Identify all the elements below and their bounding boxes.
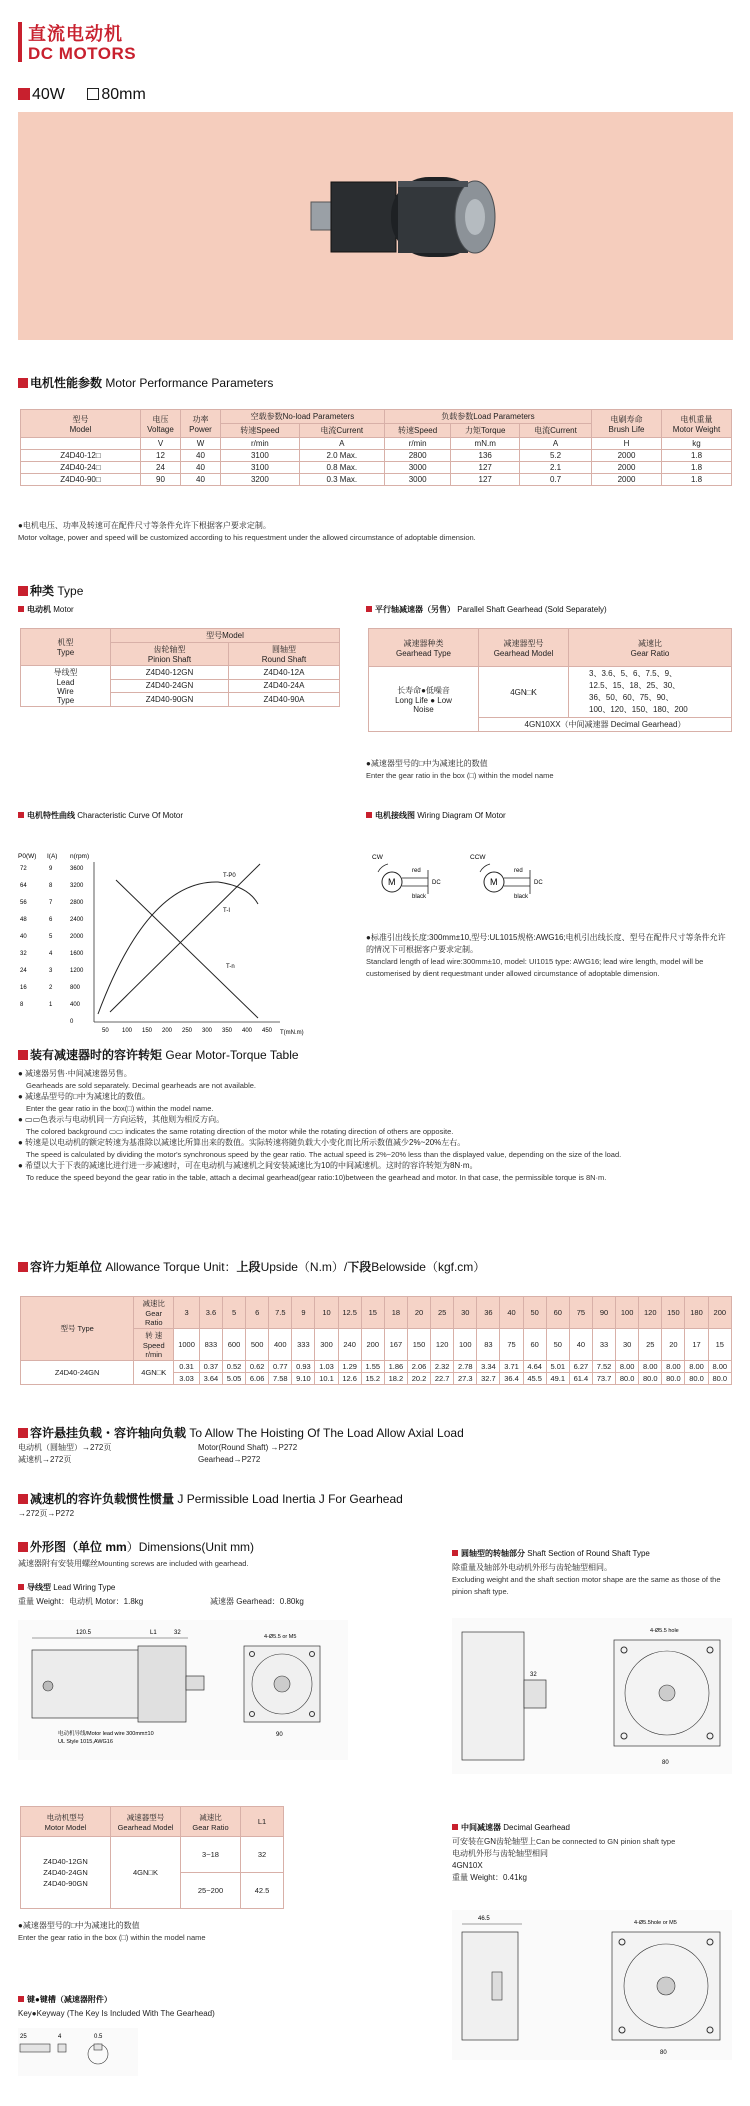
speed-cell: 17 xyxy=(685,1329,708,1361)
round-shaft-subheading: 圆轴型的转轴部分 Shaft Section of Round Shaft Type xyxy=(452,1548,650,1559)
dim-table-note: ●减速器型号的□中为减速比的数值 Enter the gear ratio in the box (□) within the model name xyxy=(18,1921,206,1942)
torque-kgfcm-cell: 12.6 xyxy=(338,1373,361,1385)
section-square-icon xyxy=(18,1542,28,1552)
torque-nm-cell: 8.00 xyxy=(639,1361,662,1373)
speed-cell: 15 xyxy=(708,1329,731,1361)
torque-nm-cell: 7.52 xyxy=(592,1361,615,1373)
y2-tick-label: 3 xyxy=(49,968,53,974)
y1-tick-label: 64 xyxy=(20,883,27,889)
svg-text:M: M xyxy=(490,877,498,887)
ratio-cell: 9 xyxy=(292,1297,315,1329)
table-row: Z4D40-12□ 12 40 3100 2.0 Max. 2800 136 5.2 2000 1.8 xyxy=(21,450,732,462)
hoist-heading: 容许悬挂负载・容许轴向负载 To Allow The Hoisting Of The Load Allow Axial Load xyxy=(18,1424,464,1441)
decimal-note: 可安装在GN齿轮轴型上Can be connected to GN pinion shaft type 电动机外形与齿轮轴型相同 4GN10X 重量 Weight：0.41kg xyxy=(452,1837,676,1882)
torque-nm-cell: 8.00 xyxy=(616,1361,639,1373)
performance-heading: 电机性能参数 Motor Performance Parameters xyxy=(18,374,273,391)
torque-kgfcm-cell: 22.7 xyxy=(431,1373,454,1385)
curve-subheading: 电机特性曲线 Characteristic Curve Of Motor xyxy=(18,810,183,821)
section-square-icon xyxy=(18,1428,28,1438)
open-square-icon xyxy=(87,88,99,100)
curve-label-ti: T-I xyxy=(223,908,230,914)
section-square-icon xyxy=(18,1050,28,1060)
ratio-cell: 18 xyxy=(384,1297,407,1329)
svg-text:red: red xyxy=(412,868,421,874)
y1-tick-label: 24 xyxy=(20,968,27,974)
product-hero xyxy=(18,112,733,340)
x-tick-label: 300 xyxy=(202,1028,213,1034)
torque-kgfcm-cell: 49.1 xyxy=(546,1373,569,1385)
y1-tick-label: 32 xyxy=(20,951,27,957)
cw-label: CW xyxy=(372,854,383,861)
x-tick-label: 400 xyxy=(242,1028,253,1034)
speed-cell: 120 xyxy=(431,1329,454,1361)
hoist-refs-cn: 电动机（圆轴型）→272页 减速机→272页 xyxy=(18,1443,112,1464)
y3-tick-label: 800 xyxy=(70,985,81,991)
torque-kgfcm-cell: 61.4 xyxy=(569,1373,592,1385)
y1-tick-label: 56 xyxy=(20,900,27,906)
ratio-cell: 90 xyxy=(592,1297,615,1329)
bullet-icon xyxy=(366,606,372,612)
svg-text:red: red xyxy=(514,868,523,874)
y1-tick-label: 40 xyxy=(20,934,27,940)
key-drawing xyxy=(18,2028,138,2076)
bullet-icon xyxy=(18,812,24,818)
ratio-cell: 25 xyxy=(431,1297,454,1329)
torque-nm-cell: 0.93 xyxy=(292,1361,315,1373)
ratio-cell: 3.6 xyxy=(199,1297,222,1329)
table-row: Z4D40-90□ 90 40 3200 0.3 Max. 3000 127 0.7 2000 1.8 xyxy=(21,474,732,486)
motor-type-table: 机型 Type 型号Model 齿轮轴型 Pinion Shaft 圆轴型 Round Shaft 导线型 Lead Wire Type Z4D40-12GN Z4D40-12A Z4D40-24GN Z4D40-24A Z4D40-90GN Z4D40-90A xyxy=(20,628,340,707)
hoist-refs-en: Motor(Round Shaft) →P272 Gearhead→P272 xyxy=(198,1443,298,1464)
torque-notes: ● 减速器另售·中间减速器另售。 Gearheads are sold separately. Decimal gearheads are not available. ● 减速品型号的□中为减速比的数值。 Enter the gear ratio in the box(□) within the model name. ● ▭▭色表示与电动机同一方向运转，其他则为相反方向。 The colored background ▭▭ indicates the same rotating direction of the motor while the rotating direction of others are opposite. ● 转速是以电动机的额定转速为基准除以减速比所算出来的数值。实际转速将随负载大小变化而比所示数值减少2%~20%左右。 The speed is calculated by dividing the motor's synchronous speed by the gear ratio. The actual speed is 2%~20% less than the displayed value, depending on the size of the load. ● 希望以大于下表的减速比进行进一步减速时，可在电动机与减速机之间安装减速比为10的中间减速机。这时的容许转矩为8N·m。 To reduce the speed beyond the gear ratio in the table, attach a decimal gearhead(gear ratio:10)between the gearhead and motor. In that case, the permissible torque is 8N·m. xyxy=(18,1069,622,1182)
inertia-heading: 减速机的容许负载惯性惯量 J Permissible Load Inertia J For Gearhead xyxy=(18,1490,403,1507)
speed-cell: 1000 xyxy=(174,1329,200,1361)
motor-photo xyxy=(18,112,733,340)
torque-nm-cell: 8.00 xyxy=(708,1361,731,1373)
gear-subheading: 平行轴减速器（另售） Parallel Shaft Gearhead (Sold Separately) xyxy=(366,604,607,615)
ratio-cell: 100 xyxy=(616,1297,639,1329)
svg-text:46.5: 46.5 xyxy=(478,1916,490,1922)
torque-kgfcm-cell: 18.2 xyxy=(384,1373,407,1385)
ratio-cell: 10 xyxy=(315,1297,338,1329)
y2-tick-label: 7 xyxy=(49,900,53,906)
ratio-cell: 60 xyxy=(546,1297,569,1329)
x-tick-label: 250 xyxy=(182,1028,193,1034)
ratio-cell: 15 xyxy=(361,1297,384,1329)
ratio-cell: 200 xyxy=(708,1297,731,1329)
ratio-cell: 75 xyxy=(569,1297,592,1329)
filled-square-icon xyxy=(18,88,30,100)
torque-kgfcm-cell: 15.2 xyxy=(361,1373,384,1385)
frame-spec: 80mm xyxy=(101,86,146,103)
svg-text:4-Ø5.5hole or M5: 4-Ø5.5hole or M5 xyxy=(634,1920,677,1926)
torque-kgfcm-cell: 9.10 xyxy=(292,1373,315,1385)
torque-kgfcm-cell: 80.0 xyxy=(708,1373,731,1385)
torque-nm-cell: 1.55 xyxy=(361,1361,384,1373)
inertia-ref: →272页→P272 xyxy=(18,1509,75,1518)
y3-tick-label: 1200 xyxy=(70,968,84,974)
bullet-icon xyxy=(366,812,372,818)
svg-text:4: 4 xyxy=(58,2034,62,2040)
table-row: 25~200 42.5 xyxy=(21,1873,284,1909)
speed-cell: 200 xyxy=(361,1329,384,1361)
speed-cell: 300 xyxy=(315,1329,338,1361)
torque-nm-cell: 0.62 xyxy=(246,1361,269,1373)
curve-label-tp0: T-P0 xyxy=(223,873,236,879)
dims-heading: 外形图（单位 mm）Dimensions(Unit mm) xyxy=(18,1538,254,1555)
torque-nm-cell: 4.64 xyxy=(523,1361,546,1373)
speed-cell: 20 xyxy=(662,1329,685,1361)
torque-nm-cell: 0.52 xyxy=(222,1361,245,1373)
ratio-cell: 3 xyxy=(174,1297,200,1329)
speed-cell: 500 xyxy=(246,1329,269,1361)
speed-cell: 100 xyxy=(454,1329,477,1361)
torque-nm-cell: 0.77 xyxy=(269,1361,292,1373)
speed-cell: 600 xyxy=(222,1329,245,1361)
wiring-subheading: 电机接线图 Wiring Diagram Of Motor xyxy=(366,810,506,821)
torque-nm-cell: 3.34 xyxy=(477,1361,500,1373)
ccw-label: CCW xyxy=(470,854,486,861)
x-tick-label: 50 xyxy=(102,1028,109,1034)
torque-kgfcm-cell: 7.58 xyxy=(269,1373,292,1385)
svg-text:25: 25 xyxy=(20,2034,27,2040)
speed-cell: 83 xyxy=(477,1329,500,1361)
svg-text:80: 80 xyxy=(662,1760,669,1766)
y3-tick-label: 2400 xyxy=(70,917,84,923)
y2-tick-label: 4 xyxy=(49,951,53,957)
y1-tick-label: 8 xyxy=(20,1002,24,1008)
ratio-cell: 30 xyxy=(454,1297,477,1329)
svg-text:DC: DC xyxy=(432,880,441,886)
y3-tick-label: 3600 xyxy=(70,866,84,872)
y3-tick-label: 2800 xyxy=(70,900,84,906)
y3-tick-label: 3200 xyxy=(70,883,84,889)
allowance-heading: 容许力矩单位 Allowance Torque Unit：上段Upside（N.m）/下段Belowside（kgf.cm） xyxy=(18,1258,485,1275)
torque-kgfcm-cell: 10.1 xyxy=(315,1373,338,1385)
y3-axis-label: n(rpm) xyxy=(70,853,90,860)
speed-cell: 40 xyxy=(569,1329,592,1361)
bullet-icon xyxy=(18,1584,24,1590)
weight-motor: 重量 Weight：电动机 Motor：1.8kg xyxy=(18,1597,144,1606)
y1-tick-label: 48 xyxy=(20,917,27,923)
speed-cell: 75 xyxy=(500,1329,523,1361)
page-title-cn: 直流电动机 xyxy=(28,24,123,44)
ratio-cell: 120 xyxy=(639,1297,662,1329)
torque-kgfcm-cell: 27.3 xyxy=(454,1373,477,1385)
torque-kgfcm-cell: 80.0 xyxy=(662,1373,685,1385)
svg-text:32: 32 xyxy=(174,1630,181,1636)
wiring-note: ●标准引出线长度:300mm±10,型号:UL1015规格:AWG16;电机引出线长度、型号在配件尺寸等条件允许的情况下可根据客户要求定制。 Stanclard length of lead wire:300mm±10, model: UI1015 type: AWG16; lead wire length, model will be customerised by dient requestmant under allowed circumstance of adoptable dimension. xyxy=(366,933,726,978)
table-row: 长寿命●低噪音 Long Life ● Low Noise 4GN□K 3、3.6、5、6、7.5、9、 12.5、15、18、25、30、 36、50、60、75、90、 100、120、150、180、200 xyxy=(369,667,732,718)
section-square-icon xyxy=(18,586,28,596)
svg-text:M: M xyxy=(388,877,396,887)
table-row: Z4D40-24GN Z4D40-24A xyxy=(21,679,340,693)
y2-tick-label: 5 xyxy=(49,934,53,940)
ratio-cell: 36 xyxy=(477,1297,500,1329)
torque-nm-cell: 2.32 xyxy=(431,1361,454,1373)
torque-heading: 装有减速器时的容许转矩 Gear Motor-Torque Table xyxy=(18,1046,299,1063)
table-row: Z4D40-90GN Z4D40-90A xyxy=(21,693,340,707)
decimal-gearhead-drawing xyxy=(452,1910,732,2060)
torque-nm-cell: 1.29 xyxy=(338,1361,361,1373)
bullet-icon xyxy=(452,1550,458,1556)
x-tick-label: 150 xyxy=(142,1028,153,1034)
y1-tick-label: 72 xyxy=(20,866,27,872)
curve-t-n xyxy=(116,880,258,1018)
svg-text:120.5: 120.5 xyxy=(76,1630,92,1636)
torque-kgfcm-cell: 80.0 xyxy=(639,1373,662,1385)
lead-type-drawing xyxy=(18,1620,348,1760)
weight-gear: 减速器 Gearhead：0.80kg xyxy=(210,1597,304,1606)
curve-t-i xyxy=(110,864,260,1012)
speed-cell: 240 xyxy=(338,1329,361,1361)
x-tick-label: 450 xyxy=(262,1028,273,1034)
performance-note: ●电机电压、功率及转速可在配件尺寸等条件允许下根据客户要求定制。 Motor voltage, power and speed will be customized according to his requestment under the allowed circumstance of adoptable dimension. xyxy=(18,521,476,542)
x-tick-label: 100 xyxy=(122,1028,133,1034)
speed-cell: 33 xyxy=(592,1329,615,1361)
speed-cell: 30 xyxy=(616,1329,639,1361)
speed-cell: 50 xyxy=(546,1329,569,1361)
svg-text:4-Ø5.5 hole: 4-Ø5.5 hole xyxy=(650,1628,679,1634)
ratio-cell: 180 xyxy=(685,1297,708,1329)
speed-cell: 167 xyxy=(384,1329,407,1361)
torque-kgfcm-cell: 80.0 xyxy=(685,1373,708,1385)
svg-text:black: black xyxy=(514,894,529,900)
speed-cell: 833 xyxy=(199,1329,222,1361)
svg-text:L1: L1 xyxy=(150,1630,157,1636)
section-square-icon xyxy=(18,1494,28,1504)
y3-tick-label: 0 xyxy=(70,1019,74,1025)
torque-kgfcm-cell: 45.5 xyxy=(523,1373,546,1385)
torque-nm-cell: 2.06 xyxy=(407,1361,430,1373)
speed-cell: 333 xyxy=(292,1329,315,1361)
torque-kgfcm-cell: 20.2 xyxy=(407,1373,430,1385)
torque-nm-cell: 0.37 xyxy=(199,1361,222,1373)
torque-kgfcm-cell: 6.06 xyxy=(246,1373,269,1385)
ratio-cell: 50 xyxy=(523,1297,546,1329)
torque-nm-cell: 6.27 xyxy=(569,1361,592,1373)
torque-nm-cell: 8.00 xyxy=(662,1361,685,1373)
torque-kgfcm-cell: 3.03 xyxy=(174,1373,200,1385)
table-row: Z4D40-12GN Z4D40-24GN Z4D40-90GN 4GN□K 3~18 32 xyxy=(21,1837,284,1873)
page-title-en: DC MOTORS xyxy=(28,44,137,63)
svg-text:4-Ø5.5 or M5: 4-Ø5.5 or M5 xyxy=(264,1634,297,1640)
characteristic-curve-chart xyxy=(18,840,348,1040)
ratio-cell: 150 xyxy=(662,1297,685,1329)
torque-kgfcm-cell: 36.4 xyxy=(500,1373,523,1385)
ratio-cell: 20 xyxy=(407,1297,430,1329)
torque-kgfcm-cell: 73.7 xyxy=(592,1373,615,1385)
power-spec: 40W xyxy=(32,86,65,103)
y2-tick-label: 2 xyxy=(49,985,53,991)
round-shaft-drawing xyxy=(452,1618,732,1774)
brand-bar xyxy=(18,22,22,62)
allowance-torque-table: 型号 Type 减速比 Gear Ratio 3 3.6 5 6 7.5 9 10 12.5 15 18 20 25 30 36 40 50 60 75 90 100 120 150 180 200 转 速 Speed r/min 1000 833 600 500 400 333 300 240 200 167 150 120 100 83 75 60 50 40 33 30 25 20 17 15 Z4D40-24GN 4GN□K 0.31 0.37 0.52 0.62 0.77 0.93 1.03 1.29 1.55 1.86 2.06 2.32 2.78 3.34 3.71 4.64 5.01 6.27 7.52 8.00 8.00 8.00 8.00 8.00 3.03 3.64 5.05 6.06 7.58 9.10 10.1 12.6 15.2 18.2 20.2 22.7 27.3 32.7 36.4 45.5 49.1 61.4 73.7 80.0 80.0 80.0 80.0 80.0 xyxy=(20,1296,732,1385)
section-square-icon xyxy=(18,1262,28,1272)
y2-tick-label: 1 xyxy=(49,1002,53,1008)
torque-nm-cell: 0.31 xyxy=(174,1361,200,1373)
performance-table: 型号 Model 电压 Voltage 功率 Power 空载参数No-load Parameters 负载参数Load Parameters 电刷寿命 Brush Life 电机重量 Motor Weight 转速Speed 电流Current 转速Speed 力矩Torque 电流Current V W r/min A r/min mN.m A H kg Z4D40-12□ 12 40 3100 2.0 Max. 2800 136 5.2 2000 1.8 Z4D40-24□ 24 40 3100 0.8 Max. 3000 127 2.1 2000 1.8 Z4D40-90□ 90 40 3200 0.3 Max. 3000 127 0.7 2000 1.8 xyxy=(20,409,732,486)
y2-tick-label: 6 xyxy=(49,917,53,923)
torque-nm-cell: 8.00 xyxy=(685,1361,708,1373)
svg-text:80: 80 xyxy=(660,2050,667,2056)
torque-nm-cell: 2.78 xyxy=(454,1361,477,1373)
torque-nm-cell: 5.01 xyxy=(546,1361,569,1373)
key-subheading-en: Key●Keyway (The Key Is Included With The Gearhead) xyxy=(18,2009,215,2018)
x-tick-label: 350 xyxy=(222,1028,233,1034)
spec-line xyxy=(18,86,146,104)
y2-tick-label: 8 xyxy=(49,883,53,889)
svg-text:0.5: 0.5 xyxy=(94,2034,103,2040)
y3-tick-label: 2000 xyxy=(70,934,84,940)
wiring-diagram xyxy=(370,850,570,910)
bullet-icon xyxy=(18,606,24,612)
speed-cell: 60 xyxy=(523,1329,546,1361)
x-axis-label: T(mN.m) xyxy=(280,1030,304,1036)
lead-type-subheading: 导线型 Lead Wiring Type xyxy=(18,1582,115,1593)
table-row: Z4D40-24□ 24 40 3100 0.8 Max. 3000 127 2.1 2000 1.8 xyxy=(21,462,732,474)
ratio-cell: 12.5 xyxy=(338,1297,361,1329)
speed-cell: 25 xyxy=(639,1329,662,1361)
torque-nm-cell: 1.03 xyxy=(315,1361,338,1373)
y3-tick-label: 1600 xyxy=(70,951,84,957)
key-subheading: 键●键槽（减速器附件） xyxy=(18,1994,112,2005)
svg-text:电动机导线/Motor lead wire 300mm±10: 电动机导线/Motor lead wire 300mm±10 xyxy=(58,1731,154,1737)
x-tick-label: 200 xyxy=(162,1028,173,1034)
dims-note: 减速器附有安装用螺丝Mounting screws are included with gearhead. xyxy=(18,1559,249,1568)
y2-tick-label: 9 xyxy=(49,866,53,872)
gear-type-table: 减速器种类 Gearhead Type 减速器型号 Gearhead Model 减速比 Gear Ratio 长寿命●低噪音 Long Life ● Low Noise 4GN□K 3、3.6、5、6、7.5、9、 12.5、15、18、25、30、 36、50、60、75、90、 100、120、150、180、200 4GN10XX（中间减速器 Decimal Gearhead） xyxy=(368,628,732,732)
motor-subheading: 电动机 Motor xyxy=(18,604,74,615)
svg-text:90: 90 xyxy=(276,1732,283,1738)
y2-axis-label: I(A) xyxy=(47,853,58,860)
torque-kgfcm-cell: 5.05 xyxy=(222,1373,245,1385)
torque-kgfcm-cell: 32.7 xyxy=(477,1373,500,1385)
table-row: 导线型 Lead Wire Type Z4D40-12GN Z4D40-12A xyxy=(21,666,340,680)
round-shaft-note: 除重量及轴部外电动机外形与齿轮轴型相同。 Excluding weight and the shaft section motor shape are the same as those of the pinion shaft type. xyxy=(452,1563,721,1596)
torque-kgfcm-cell: 3.64 xyxy=(199,1373,222,1385)
svg-text:32: 32 xyxy=(530,1672,537,1678)
section-square-icon xyxy=(18,378,28,388)
decimal-subheading: 中间减速器 Decimal Gearhead xyxy=(452,1822,570,1833)
ratio-cell: 40 xyxy=(500,1297,523,1329)
svg-text:black: black xyxy=(412,894,427,900)
ratio-cell: 5 xyxy=(222,1297,245,1329)
y3-tick-label: 400 xyxy=(70,1002,81,1008)
y1-axis-label: P0(W) xyxy=(18,853,37,860)
svg-text:DC: DC xyxy=(534,880,543,886)
type-heading: 种类 Type xyxy=(18,582,83,599)
y1-tick-label: 16 xyxy=(20,985,27,991)
bullet-icon xyxy=(18,1996,24,2002)
ratio-cell: 6 xyxy=(246,1297,269,1329)
torque-kgfcm-cell: 80.0 xyxy=(616,1373,639,1385)
torque-nm-cell: 1.86 xyxy=(384,1361,407,1373)
speed-cell: 400 xyxy=(269,1329,292,1361)
dimension-table: 电动机型号 Motor Model 减速器型号 Gearhead Model 减速比 Gear Ratio L1 Z4D40-12GN Z4D40-24GN Z4D40-90GN 4GN□K 3~18 32 25~200 42.5 xyxy=(20,1806,284,1909)
torque-nm-cell: 3.71 xyxy=(500,1361,523,1373)
svg-text:UL Style 1015,AWG16: UL Style 1015,AWG16 xyxy=(58,1739,113,1745)
curve-label-tn: T-n xyxy=(226,964,235,970)
table-row: 4GN10XX（中间减速器 Decimal Gearhead） xyxy=(369,718,732,732)
speed-cell: 150 xyxy=(407,1329,430,1361)
gear-note: ●减速器型号的□中为减速比的数值 Enter the gear ratio in the box (□) within the model name xyxy=(366,759,554,780)
bullet-icon xyxy=(452,1824,458,1830)
ratio-cell: 7.5 xyxy=(269,1297,292,1329)
